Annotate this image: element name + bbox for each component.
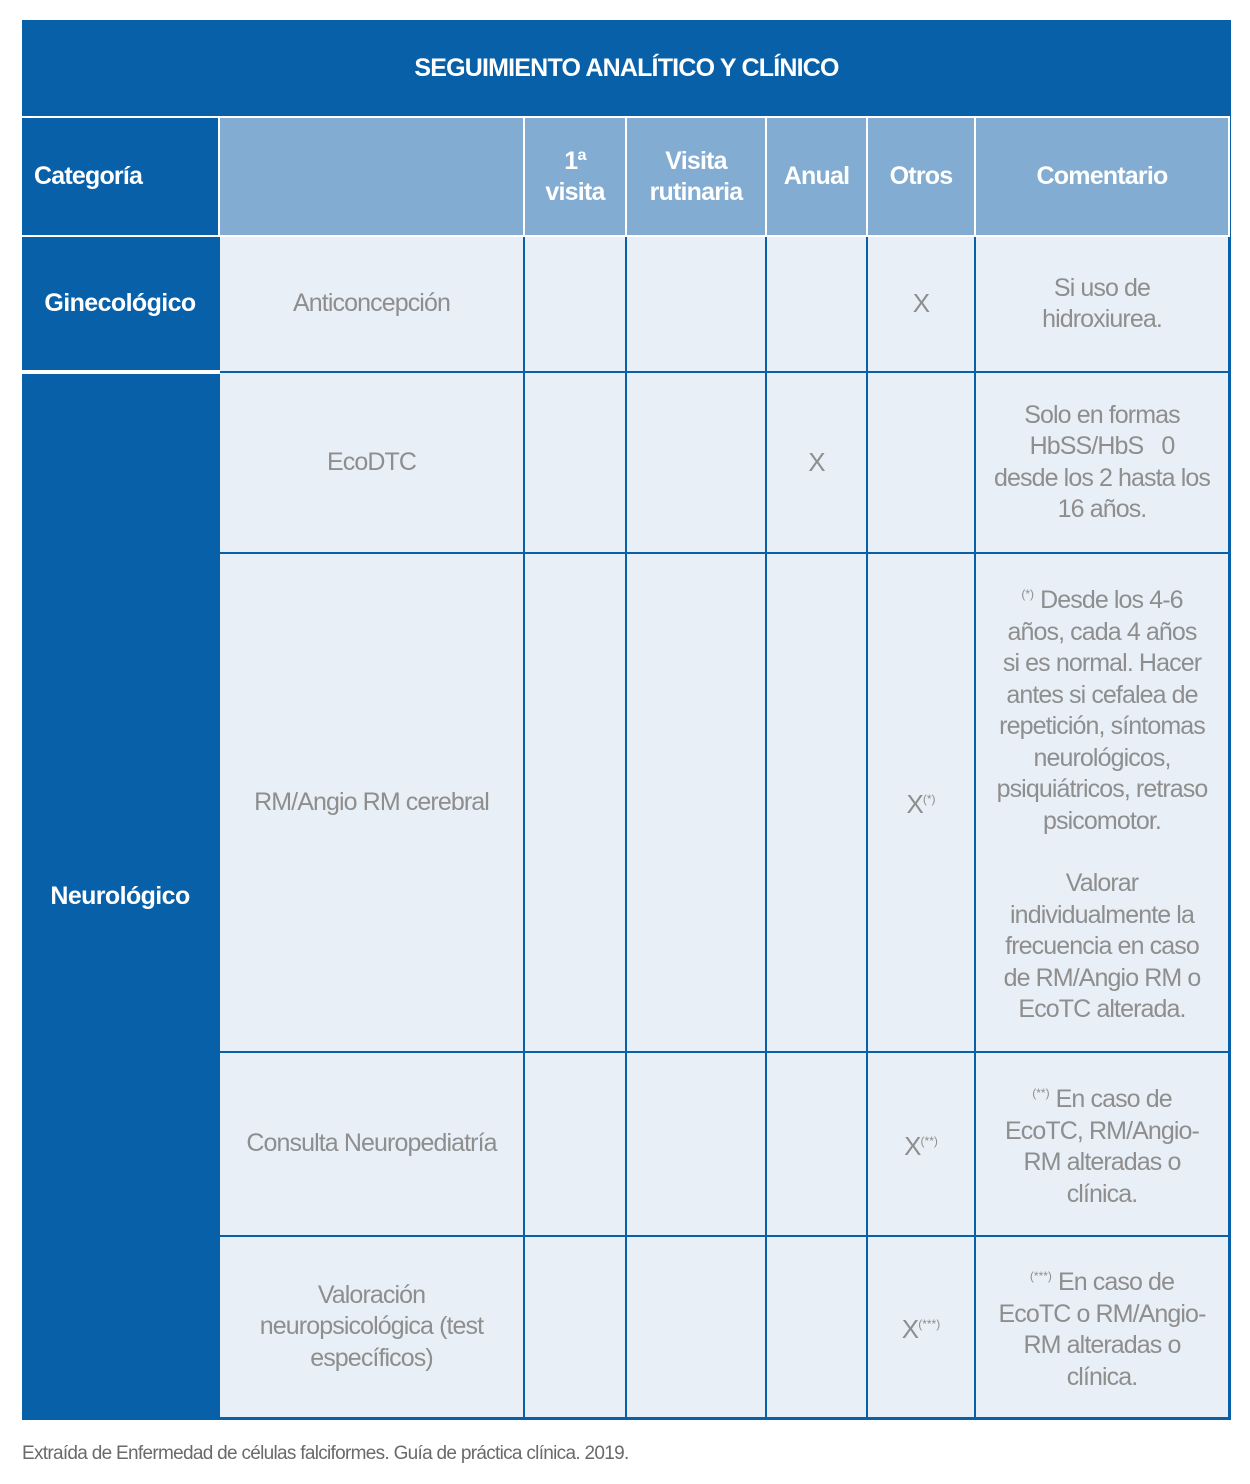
comment-cell	[975, 372, 1229, 553]
visita-rutinaria-cell	[626, 1052, 766, 1236]
header-visita-rutinaria	[626, 117, 766, 236]
comment-line: neurológicos,	[1033, 743, 1171, 772]
item-line: neuropsicológica (test	[259, 1312, 484, 1341]
anual-cell	[766, 1236, 867, 1418]
comment-line: psiquiátricos, retraso	[996, 775, 1208, 804]
table-frame	[22, 20, 1231, 1420]
header-visita-rutinaria-l1: Visita	[665, 146, 727, 175]
comment-line: Solo en formas	[1024, 400, 1180, 429]
otros-cell: X	[867, 236, 975, 372]
primera-visita-cell	[524, 553, 626, 1052]
visita-rutinaria-cell	[626, 1236, 766, 1418]
table-row	[22, 372, 1229, 553]
anual-cell	[766, 236, 867, 372]
header-item	[219, 117, 524, 236]
header-row	[22, 117, 1229, 236]
otros-mark-x: X	[904, 1130, 921, 1161]
footnote-marker: (***)	[1029, 1269, 1052, 1283]
header-anual: Anual	[766, 117, 867, 236]
footnote-marker: (*)	[922, 792, 936, 807]
comment-line: Valorar	[1065, 869, 1139, 898]
comment-cell	[975, 553, 1229, 1052]
comment-line: En caso de	[1049, 1085, 1172, 1113]
comment-line: EcoTC alterada.	[1018, 995, 1186, 1024]
table-title: SEGUIMIENTO ANALÍTICO Y CLÍNICO	[414, 53, 839, 82]
comment-line: Desde los 4-6	[1034, 586, 1183, 615]
otros-cell	[867, 1052, 975, 1236]
comment-line: EcoTC, RM/Angio-	[1005, 1116, 1199, 1145]
comment-line: psicomotor.	[1043, 806, 1161, 835]
primera-visita-cell	[524, 372, 626, 553]
comment-line: En caso de	[1051, 1268, 1175, 1296]
header-otros: Otros	[867, 117, 975, 236]
visita-rutinaria-cell	[626, 372, 766, 553]
header-primera-visita	[524, 117, 626, 236]
comment-line: HbSS/HbS 0	[1029, 432, 1175, 460]
comment-cell	[975, 1236, 1229, 1418]
header-primera-visita-l1: 1ª	[564, 146, 586, 175]
comment-line: EcoTC o RM/Angio-	[998, 1299, 1206, 1328]
comment-line: hidroxiurea.	[1042, 305, 1162, 333]
anual-cell	[766, 553, 867, 1052]
comment-line: RM alteradas o	[1023, 1148, 1181, 1176]
header-categoria: Categoría	[22, 117, 219, 236]
comment-line: Si uso de	[1053, 273, 1151, 302]
item-line: específicos)	[310, 1343, 433, 1372]
item-line: Valoración	[317, 1280, 426, 1309]
visita-rutinaria-cell	[626, 553, 766, 1052]
comment-line: clínica.	[1066, 1179, 1138, 1208]
comment-line: años, cada 4 años	[1007, 617, 1197, 646]
footnote-marker: (**)	[920, 1133, 938, 1148]
otros-mark-x: X	[901, 1313, 919, 1344]
primera-visita-cell	[524, 1052, 626, 1236]
comment-line: 16 años.	[1057, 495, 1147, 523]
category-ginecologico: Ginecológico	[22, 236, 219, 372]
visita-rutinaria-cell	[626, 236, 766, 372]
otros-cell	[867, 372, 975, 553]
comment-cell	[975, 1052, 1229, 1236]
item-cell	[219, 1236, 524, 1418]
item-cell: Anticoncepción	[219, 236, 524, 372]
comment-line: de RM/Angio RM o	[1003, 963, 1201, 992]
comment-line: antes si cefalea de	[1006, 680, 1198, 709]
item-cell: RM/Angio RM cerebral	[219, 553, 524, 1052]
header-primera-visita-l2: visita	[545, 177, 605, 206]
comment-line: si es normal. Hacer	[1002, 649, 1202, 678]
header-comentario: Comentario	[975, 117, 1229, 236]
comment-line: RM alteradas o	[1023, 1331, 1181, 1359]
comment-line: clínica.	[1066, 1362, 1138, 1391]
comment-line: individualmente la	[1010, 900, 1194, 929]
table-row	[22, 236, 1229, 372]
footnote-marker: (***)	[918, 1316, 941, 1331]
follow-up-table	[22, 116, 1230, 1419]
primera-visita-cell	[524, 236, 626, 372]
comment-line: repetición, síntomas	[999, 712, 1205, 741]
otros-mark-x: X	[906, 789, 923, 820]
anual-cell	[766, 1052, 867, 1236]
header-visita-rutinaria-l2: rutinaria	[649, 177, 743, 206]
item-cell: Consulta Neuropediatría	[219, 1052, 524, 1236]
comment-cell	[975, 236, 1229, 372]
anual-cell: X	[766, 372, 867, 553]
comment-line: desde los 2 hasta los	[994, 463, 1210, 492]
category-neurologico: Neurológico	[22, 372, 219, 1418]
comment-line: frecuencia en caso	[1005, 932, 1199, 961]
item-cell: EcoDTC	[219, 372, 524, 553]
otros-cell	[867, 1236, 975, 1418]
primera-visita-cell	[524, 1236, 626, 1418]
footnote-marker: (**)	[1032, 1086, 1050, 1100]
footnote-marker: (*)	[1021, 587, 1035, 602]
source-footnote: Extraída de Enfermedad de células falciformes. Guía de práctica clínica. 2019.	[22, 1443, 629, 1464]
otros-cell	[867, 553, 975, 1052]
